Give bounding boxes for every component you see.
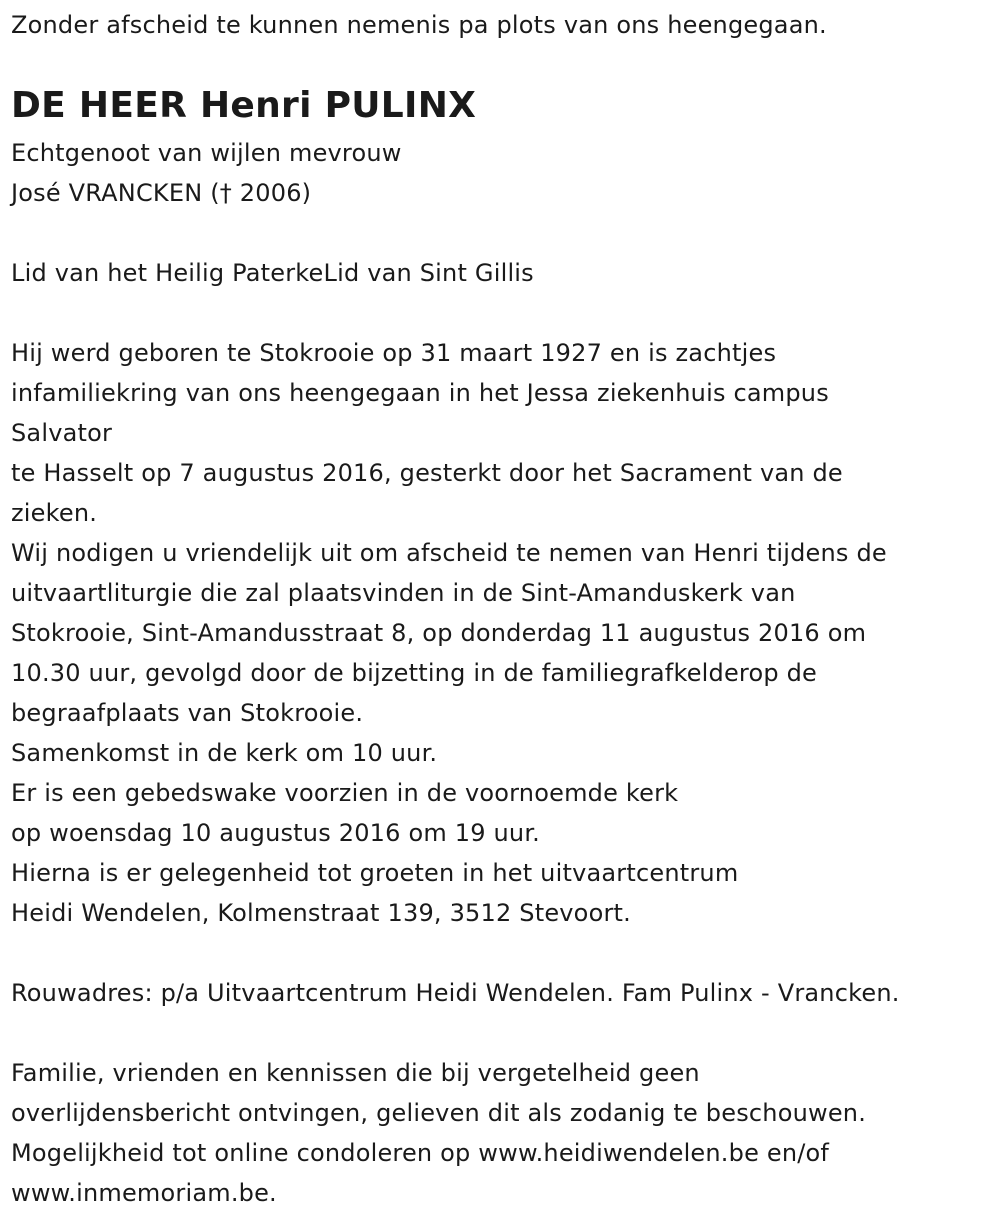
membership-text: Lid van het Heilig PaterkeLid van Sint Gillis — [11, 259, 534, 287]
body-line: Salvator — [11, 419, 113, 447]
intro-text: Zonder afscheid te kunnen nemenis pa plots van ons heengegaan. — [11, 11, 827, 39]
spouse-line-1: Echtgenoot van wijlen mevrouw — [11, 139, 402, 167]
body-line: te Hasselt op 7 augustus 2016, gesterkt door het Sacrament van de — [11, 459, 843, 487]
spouse-line-2: José VRANCKEN († 2006) — [11, 179, 312, 207]
body-line: uitvaartliturgie die zal plaatsvinden in de Sint-Amanduskerk van — [11, 579, 796, 607]
body-line: Hierna is er gelegenheid tot groeten in het uitvaartcentrum — [11, 859, 739, 887]
body-line: op woensdag 10 augustus 2016 om 19 uur. — [11, 819, 541, 847]
body-line: Wij nodigen u vriendelijk uit om afscheid te nemen van Henri tijdens de — [11, 539, 887, 567]
body-line: Samenkomst in de kerk om 10 uur. — [11, 739, 438, 767]
deceased-name: DE HEER Henri PULINX — [11, 85, 477, 126]
body-line: infamiliekring van ons heengegaan in het Jessa ziekenhuis campus — [11, 379, 829, 407]
closing-line: Mogelijkheid tot online condoleren op www.heidiwendelen.be en/of — [11, 1139, 830, 1167]
closing-line: Familie, vrienden en kennissen die bij vergetelheid geen — [11, 1059, 700, 1087]
body-line: zieken. — [11, 499, 98, 527]
body-line: Hij werd geboren te Stokrooie op 31 maart 1927 en is zachtjes — [11, 339, 777, 367]
body-line: begraafplaats van Stokrooie. — [11, 699, 364, 727]
body-line: Er is een gebedswake voorzien in de voornoemde kerk — [11, 779, 679, 807]
closing-line: www.inmemoriam.be. — [11, 1179, 277, 1207]
mourning-address: Rouwadres: p/a Uitvaartcentrum Heidi Wendelen. Fam Pulinx - Vrancken. — [11, 979, 900, 1007]
body-line: Heidi Wendelen, Kolmenstraat 139, 3512 Stevoort. — [11, 899, 631, 927]
closing-line: overlijdensbericht ontvingen, gelieven dit als zodanig te beschouwen. — [11, 1099, 867, 1127]
body-line: Stokrooie, Sint-Amandusstraat 8, op donderdag 11 augustus 2016 om — [11, 619, 867, 647]
body-line: 10.30 uur, gevolgd door de bijzetting in de familiegrafkelderop de — [11, 659, 818, 687]
